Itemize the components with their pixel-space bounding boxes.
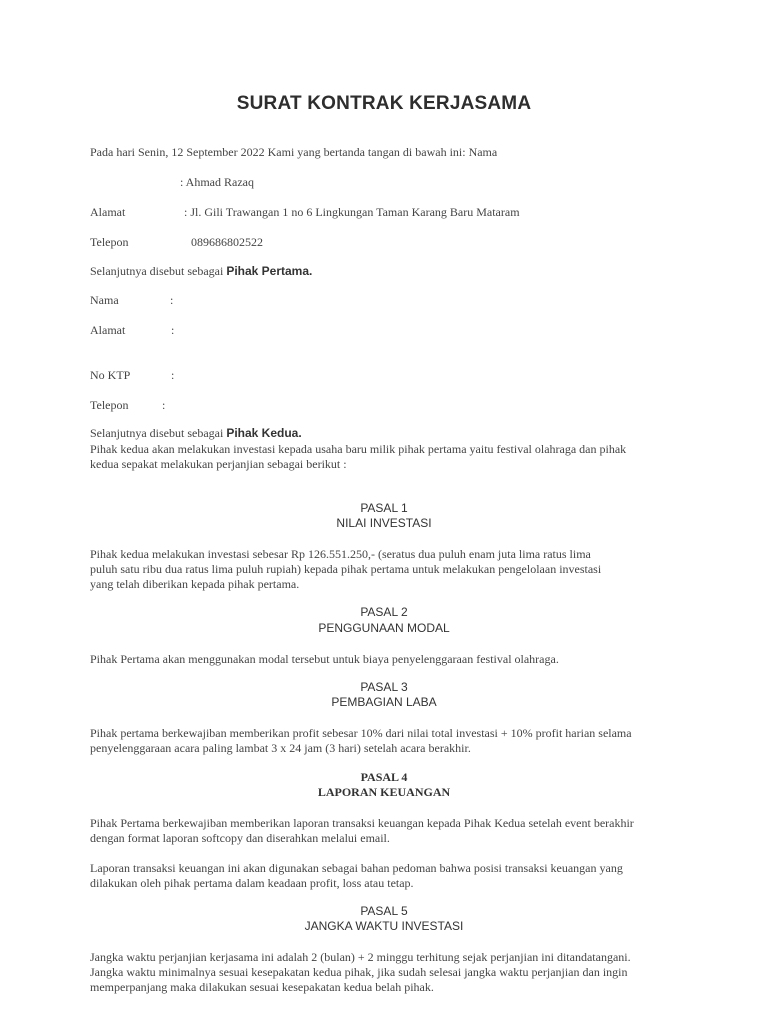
paragraph-line: Laporan transaksi keuangan ini akan digunakan sebagai bahan pedoman bahwa posisi transaksi keuangan yang bbox=[90, 861, 623, 875]
party2-address-label: Alamat bbox=[90, 323, 126, 337]
party2-closing-prefix: Selanjutnya disebut sebagai bbox=[90, 426, 224, 440]
party2-name-label: Nama bbox=[90, 293, 119, 307]
party2-intro bbox=[90, 442, 626, 472]
pasal5-title: JANGKA WAKTU INVESTASI bbox=[304, 919, 464, 933]
paragraph-line: Pihak Pertama berkewajiban memberikan laporan transaksi keuangan kepada Pihak Kedua setelah event berakhir bbox=[90, 816, 634, 830]
party1-name-value: : Ahmad Razaq bbox=[180, 175, 254, 189]
pasal1-body bbox=[90, 547, 601, 592]
paragraph-line: puluh satu ribu dua ratus lima puluh rupiah) kepada pihak pertama untuk melakukan pengelolaan investasi bbox=[90, 562, 602, 576]
party1-closing-prefix: Selanjutnya disebut sebagai bbox=[90, 264, 224, 278]
party1-role: Pihak Pertama. bbox=[226, 264, 313, 278]
pasal1-number: PASAL 1 bbox=[360, 501, 408, 515]
pasal2-title: PENGGUNAAN MODAL bbox=[318, 621, 450, 635]
pasal4-body-b bbox=[90, 861, 623, 891]
party1-closing bbox=[90, 264, 312, 279]
pasal3-title: PEMBAGIAN LABA bbox=[331, 695, 437, 709]
paragraph-line: dilakukan oleh pihak pertama dalam keadaan profit, loss atau tetap. bbox=[90, 876, 414, 890]
paragraph-line: Pihak kedua melakukan investasi sebesar Rp 126.551.250,- (seratus dua puluh enam juta lima ratus lima bbox=[90, 547, 591, 561]
paragraph-line: Pihak pertama berkewajiban memberikan profit sebesar 10% dari nilai total investasi + 10% profit harian selama bbox=[90, 726, 632, 740]
paragraph-line: Jangka waktu perjanjian kerjasama ini adalah 2 (bulan) + 2 minggu terhitung sejak perjanjian ini ditandatangani. bbox=[90, 950, 631, 964]
paragraph-line: penyelenggaraan acara paling lambat 3 x 24 jam (3 hari) setelah acara berakhir. bbox=[90, 741, 471, 755]
party1-address-label: Alamat bbox=[90, 205, 126, 219]
party2-closing bbox=[90, 426, 302, 441]
party2-name-colon: : bbox=[170, 293, 174, 307]
paragraph-line: dengan format laporan softcopy dan diserahkan melalui email. bbox=[90, 831, 390, 845]
party2-phone-label: Telepon bbox=[90, 398, 129, 412]
pasal3-body bbox=[90, 726, 632, 756]
pasal2-body bbox=[90, 652, 559, 667]
paragraph-line: Pihak Pertama akan menggunakan modal tersebut untuk biaya penyelenggaraan festival olahraga. bbox=[90, 652, 559, 666]
paragraph-line: yang telah diberikan kepada pihak pertama. bbox=[90, 577, 300, 591]
pasal1-title: NILAI INVESTASI bbox=[336, 516, 432, 530]
document-title: SURAT KONTRAK KERJASAMA bbox=[236, 93, 532, 114]
party2-ktp-colon: : bbox=[171, 368, 175, 382]
party1-address-value: : Jl. Gili Trawangan 1 no 6 Lingkungan Taman Karang Baru Mataram bbox=[184, 205, 520, 219]
paragraph-line: Pihak kedua akan melakukan investasi kepada usaha baru milik pihak pertama yaitu festival olahraga dan pihak bbox=[90, 442, 627, 456]
party2-role: Pihak Kedua. bbox=[226, 426, 302, 440]
party1-phone-label: Telepon bbox=[90, 235, 129, 249]
pasal5-body bbox=[90, 950, 631, 995]
pasal4-title: LAPORAN KEUANGAN bbox=[317, 785, 451, 799]
pasal4-number: PASAL 4 bbox=[360, 770, 408, 784]
pasal3-number: PASAL 3 bbox=[360, 680, 408, 694]
intro-text: Pada hari Senin, 12 September 2022 Kami yang bertanda tangan di bawah ini: Nama bbox=[90, 145, 498, 159]
paragraph-line: kedua sepakat melakukan perjanjian sebagai berikut : bbox=[90, 457, 347, 471]
party2-phone-colon: : bbox=[162, 398, 166, 412]
party2-address-colon: : bbox=[171, 323, 175, 337]
pasal2-number: PASAL 2 bbox=[360, 605, 408, 619]
pasal5-number: PASAL 5 bbox=[360, 904, 408, 918]
paragraph-line: memperpanjang maka dilakukan sesuai kesepakatan kedua belah pihak. bbox=[90, 980, 434, 994]
party2-ktp-label: No KTP bbox=[90, 368, 131, 382]
paragraph-line: Jangka waktu minimalnya sesuai kesepakatan kedua pihak, jika sudah selesai jangka waktu perjanjian dan ingin bbox=[90, 965, 628, 979]
party1-phone-value: 089686802522 bbox=[191, 235, 263, 249]
pasal4-body-a bbox=[90, 816, 634, 846]
